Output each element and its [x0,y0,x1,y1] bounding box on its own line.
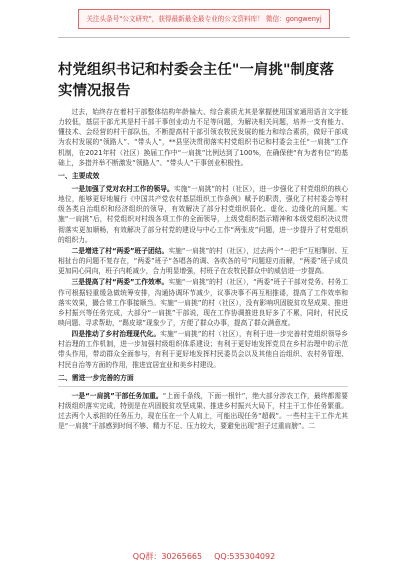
promo-banner-text: 关注头条号"公文研究"，获得最新最全最专业的公文资料库！ 微信：gongwenyj [86,15,322,23]
footer-qq-number: QQ:535304092 [214,552,276,561]
paragraph-body: 实施“一肩挑”的村（社区），过去两个“一把手”互相掣肘、互相扯台的问题不复存在，“两委”班子“各唱各的调、各吹各的号”问题迎刃而解，“两委”班子成员更加同心同向，班子内耗减少，合力明显增强，村班子在农牧民群众中的威信进一步提高。 [58,246,349,276]
paragraph-lead: 三是提高了村“两委”工作效率。 [71,278,169,287]
intro-paragraph: 过去，始终存在着村干部整体结构年龄偏大、综合素质尤其是掌握使用国家通用语言文字能力较低，基层干部尤其是村干部干事创业动力不足等问题，为解决相关问题，培养一支有能力、懂技术、会经营的村干部队伍，不断提高村干部引领农牧民发展的能力和综合素质，做好干部成为农村发展的“领路人”、“带头人”，**县坚决贯彻落实村党组织书记和村委会主任“一肩挑”工作机制，在2021年村（社区）换届工作中“一肩挑”比例达到了100%，在确保使“有为者有位”的基础上，多措并举不断激发“领路人”、“带头人”干事创业积极性。 [58,108,348,167]
section-divider [58,386,348,387]
paragraph-body: “上面千条线，下面一根针”，绝大部分涉农工作，最终都需要村级组织落实完成，特别是在巩固脱贫攻坚成果、推进乡村振兴大局下，村主干工作任务繁重。过去两个人承担的任务压力，现在压在一个人肩上，可能出现任务“超载”。一些村主干工作尤其是“一肩挑”干部感到时间不够、精力不足、压力较大，要避免出现“担子过重肩膀”。二 [58,391,349,431]
section-heading-results: 一、主要成效 [58,171,100,180]
promo-banner [78,9,330,29]
paragraph-body: 实施“一肩挑”的村（社区），“两委”班子干部对党务、村务工作可根据轻重缓急做统筹安排，沟通协调环节减少，议事决事不再互相推诿，提高了工作效率和落实效果，撮合常工作事接顺当。实施“一肩挑”的村（社区），没有影响巩固脱贫攻坚成果、推进乡村振兴等任务完成，大部分“一肩挑”干部说，现在工作协调推进良好多了不累，同时，村民反映问题、寻求帮助，“踢皮球”现象少了，方便了群众办事，提高了群众满意度。 [58,278,349,327]
result-paragraph [58,329,348,370]
result-paragraph [58,246,348,276]
footer-qq-group: QQ群：30265665 [132,552,203,561]
paragraph-lead: 四是推动了乡村治理现代化。 [71,330,161,339]
paragraph-body: 实施“一肩挑”的村（社区），进一步强化了村党组织的核心地位，能够更好地履行《中国共产党农村基层组织工作条例》赋予的职责，强化了村村委会等村级各类自治组织和经济组织的领导，有效解决了部分村党组织弱化、虚化、边缘化的问题。实施“一肩挑”后，村党组织对村级各项工作的全面领导，上级党组织指示精神和本级党组织决议贯彻落实更加顺畅，有效解决了部分村党的建设与中心工作“两张皮”问题，进一步提升了村党组织的组织力。 [58,184,348,244]
paragraph-lead: 二是增进了村“两委”班子团结。 [71,246,169,255]
paragraph-lead: 一是“一肩挑”干部任务加重。 [71,391,163,400]
paragraph-body: 实施“一肩挑”的村（社区），有利于进一步完善村党组织领导乡村治理的工作机制，进一步加强村级组织体系建设；有利于更好地发挥党员在乡村治理中的示范带头作用，带动群众全面参与，有利于更好地发挥村民委员会以及其他自治组织、农村务管理、村民自治等方面的作用，推进宜居宜业和美乡村建设。 [58,330,348,369]
result-paragraph [58,184,348,245]
contact-footer [0,549,408,565]
header-divider [58,37,350,38]
section-heading-improvements: 二、需进一步完善的方面 [58,373,134,382]
improvement-paragraph [58,391,348,432]
result-paragraph [58,277,348,328]
document-body [58,107,348,432]
page-title: 村党组织书记和村委会主任"一肩挑"制度落实情况报告 [58,62,335,99]
paragraph-lead: 一是加强了党对农村工作的领导。 [71,184,174,193]
